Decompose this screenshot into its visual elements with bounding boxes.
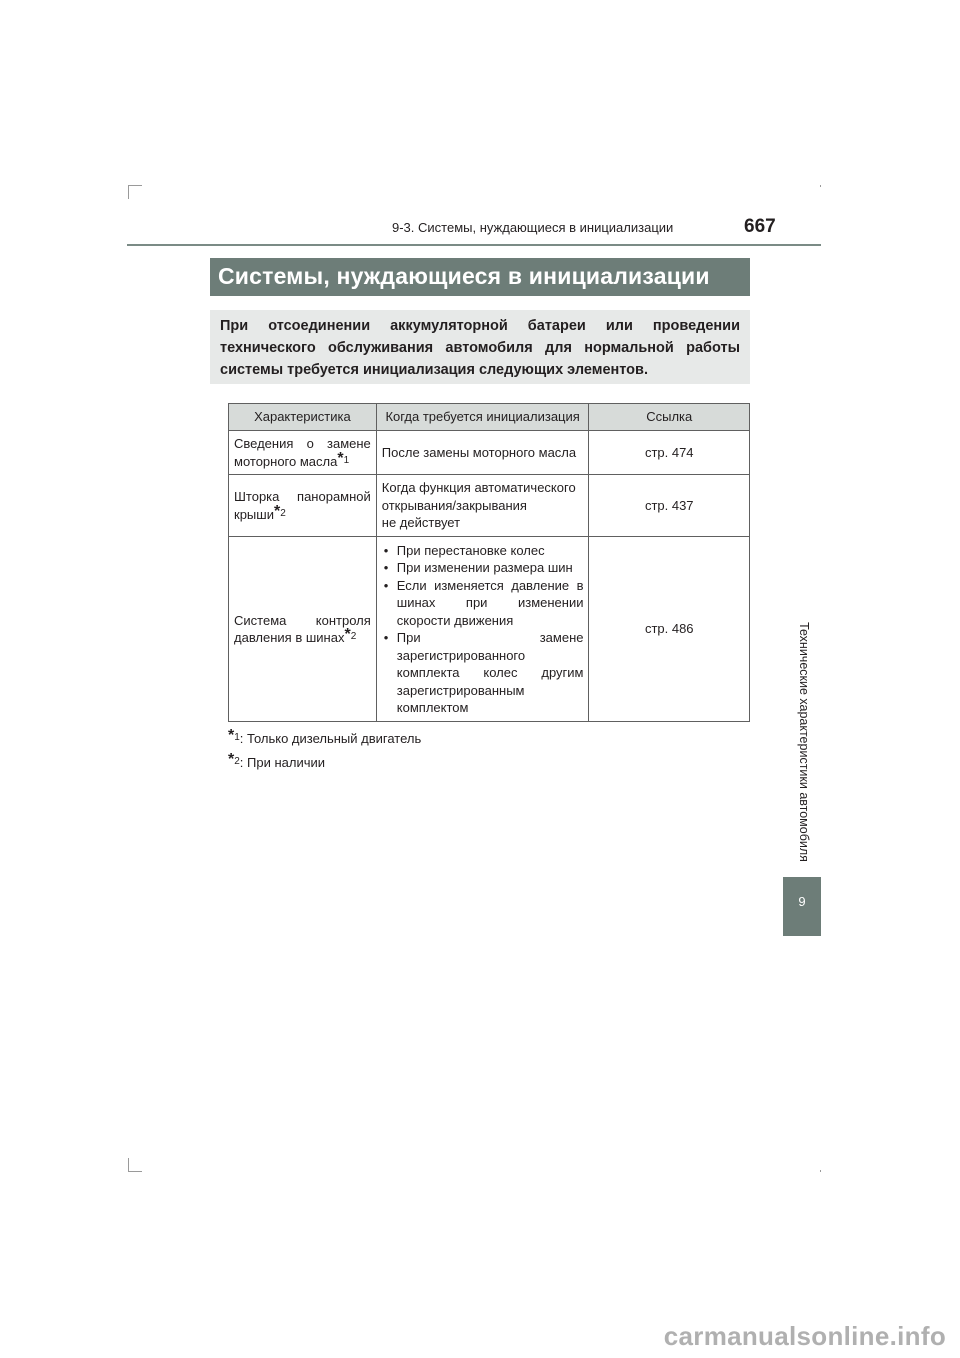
column-header-reference: Ссылка	[589, 404, 750, 431]
table-cell-item	[229, 537, 377, 722]
table-cell-when	[376, 475, 589, 537]
initialization-table	[228, 403, 750, 722]
list-item: • При замене зарегистрированного комплекта колес другим зарегистрированным комплектом	[382, 629, 584, 717]
crop-mark-top-left-h	[128, 185, 142, 186]
page-number: 667	[744, 216, 776, 237]
list-item: • При изменении размера шин	[382, 559, 584, 577]
table-row	[229, 537, 750, 722]
table-cell-reference: стр. 486	[589, 537, 750, 722]
watermark: carmanualsonline.info	[663, 1321, 946, 1351]
chapter-title-vertical: Технические характеристики автомобиля	[797, 622, 811, 862]
list-item: • Если изменяется давление в шинах при изменении скорости движения	[382, 577, 584, 630]
item-label: Шторка панорамной крыши	[234, 489, 371, 522]
table-cell-item	[229, 431, 377, 475]
crop-mark-bottom-left-v	[128, 1158, 129, 1172]
crop-mark-top-left-v	[128, 185, 129, 199]
table-cell-when: После замены моторного масла	[376, 431, 589, 475]
when-line: Когда функция автоматического	[381, 480, 576, 496]
when-line: не действует	[381, 515, 461, 531]
crop-mark-top-right	[820, 185, 821, 187]
table-header-row	[229, 404, 750, 431]
table-row	[229, 431, 750, 475]
table-row	[229, 475, 750, 537]
footnote-marker: *1	[228, 727, 240, 744]
section-title: Системы, нуждающиеся в инициализации	[210, 258, 750, 296]
table-cell-reference: стр. 474	[589, 431, 750, 475]
table-cell-reference: стр. 437	[589, 475, 750, 537]
header-divider	[127, 244, 821, 246]
crop-mark-bottom-left-h	[128, 1171, 142, 1172]
intro-paragraph: При отсоединении аккумуляторной батареи или проведении технического обслуживания автомобиля для нормальной работы системы требуется инициализация следующих элементов.	[210, 310, 750, 384]
condition-list	[382, 542, 584, 717]
footnote-1	[228, 727, 422, 746]
table-cell-item	[229, 475, 377, 537]
table-cell-when	[376, 537, 589, 722]
column-header-item: Характеристика	[229, 404, 377, 431]
item-label: Сведения о замене моторного масла	[234, 436, 371, 469]
footnote-text: : При наличии	[239, 755, 326, 770]
crop-mark-bottom-right	[820, 1170, 821, 1172]
footnote-text: : Только дизельный двигатель	[239, 731, 422, 746]
footnote-marker: *2	[273, 502, 286, 520]
running-header: 9-3. Системы, нуждающиеся в инициализации	[392, 220, 674, 235]
footnote-marker: *2	[228, 751, 240, 768]
footnote-marker: *1	[337, 449, 350, 467]
column-header-when: Когда требуется инициализация	[376, 404, 589, 431]
footnote-2	[228, 751, 326, 770]
when-line: открывания/закрывания	[381, 497, 527, 513]
footnote-marker: *2	[344, 626, 357, 643]
chapter-tab: 9	[783, 877, 821, 936]
list-item: • При перестановке колес	[382, 542, 584, 560]
item-label: Система контроля давления в шинах	[234, 612, 371, 645]
